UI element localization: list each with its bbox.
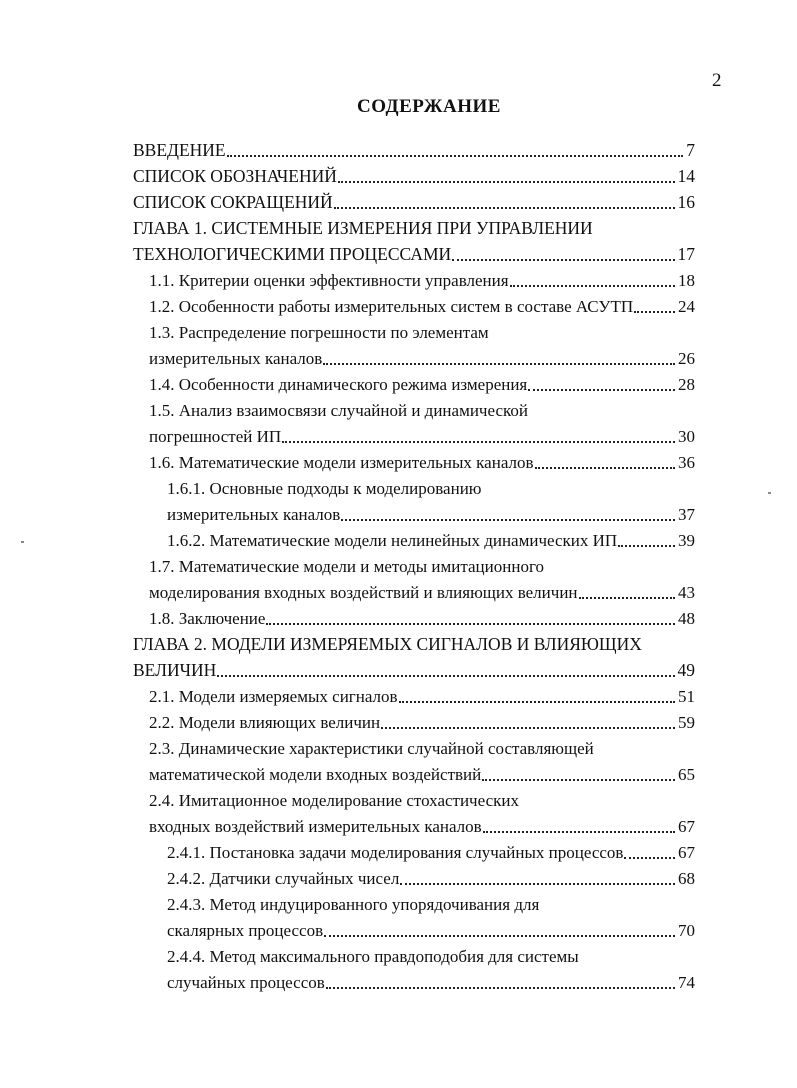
toc-entry-1-5-line-1[interactable] (149, 395, 695, 421)
toc-entry-page: 36 (678, 453, 695, 472)
toc-entry-text: моделирования входных воздействий и влияющих величин (149, 583, 578, 602)
toc-entry-text: 1.6.1. Основные подходы к моделированию (167, 479, 482, 498)
dot-leader (528, 389, 675, 391)
toc-entry-page: 43 (678, 583, 695, 602)
toc-entry-chapter-2-line-2[interactable] (133, 655, 695, 681)
toc-entry-chapter-2-line-1[interactable] (133, 629, 695, 655)
toc-entry-1-7-line-2[interactable] (149, 577, 695, 603)
toc-entry-1-7-line-1[interactable] (149, 551, 695, 577)
dot-leader (381, 727, 675, 729)
toc-entry-page: 17 (677, 244, 695, 264)
toc-entry-notation[interactable] (133, 161, 695, 187)
dot-leader (326, 987, 675, 989)
toc-entry-text: 1.1. Критерии оценки эффективности управления (149, 271, 509, 290)
dot-leader (399, 701, 675, 703)
dot-leader (624, 857, 675, 859)
toc-entry-1-4[interactable] (149, 369, 695, 395)
toc-entry-2-4-line-2[interactable] (149, 811, 695, 837)
toc-entry-1-3-line-1[interactable] (149, 317, 695, 343)
toc-entry-text: 1.6. Математические модели измерительных каналов (149, 453, 534, 472)
dot-leader (579, 597, 675, 599)
dot-leader (634, 311, 675, 313)
dot-leader (452, 259, 674, 261)
toc-entry-page: 70 (678, 921, 695, 940)
toc-entry-chapter-1-line-2[interactable] (133, 239, 695, 265)
scan-speck (21, 541, 24, 543)
toc-entry-1-6-1-line-1[interactable] (167, 473, 695, 499)
dot-leader (338, 181, 675, 183)
scan-speck (768, 492, 771, 494)
toc-entry-2-4-1[interactable] (167, 837, 695, 863)
toc-entry-2-4-4-line-1[interactable] (167, 941, 695, 967)
toc-entry-text: 1.6.2. Математические модели нелинейных динамических ИП (167, 531, 618, 550)
toc-entry-page: 67 (678, 843, 695, 862)
toc-entry-text: 1.5. Анализ взаимосвязи случайной и динамической (149, 401, 528, 420)
toc-entry-1-6[interactable] (149, 447, 695, 473)
toc-entry-text: СПИСОК ОБОЗНАЧЕНИЙ (133, 166, 337, 186)
toc-entry-text: СПИСОК СОКРАЩЕНИЙ (133, 192, 333, 212)
toc-entry-1-5-line-2[interactable] (149, 421, 695, 447)
dot-leader (618, 545, 675, 547)
toc-entry-page: 49 (677, 660, 695, 680)
dot-leader (323, 363, 675, 365)
toc-entry-text: измерительных каналов (149, 349, 323, 368)
dot-leader (341, 519, 675, 521)
dot-leader (217, 675, 674, 677)
toc-entry-text: 1.2. Особенности работы измерительных систем в составе АСУТП (149, 297, 634, 316)
toc-entry-2-3-line-1[interactable] (149, 733, 695, 759)
toc-entry-page: 14 (677, 166, 695, 186)
toc-entry-page: 67 (678, 817, 695, 836)
dot-leader (482, 779, 675, 781)
dot-leader (334, 207, 675, 209)
toc-entry-text: 2.4.3. Метод индуцированного упорядочивания для (167, 895, 540, 914)
toc-entry-text: 2.2. Модели влияющих величин (149, 713, 381, 732)
toc-entry-2-4-4-line-2[interactable] (167, 967, 695, 993)
toc-entry-text: 1.3. Распределение погрешности по элементам (149, 323, 489, 342)
toc-entry-page: 51 (678, 687, 695, 706)
toc-entry-text: скалярных процессов (167, 921, 324, 940)
toc-entry-page: 59 (678, 713, 695, 732)
toc-entry-text: 1.4. Особенности динамического режима измерения (149, 375, 528, 394)
toc-entry-page: 28 (678, 375, 695, 394)
toc-entry-page: 7 (686, 140, 695, 160)
toc-entry-chapter-1-line-1[interactable] (133, 213, 695, 239)
toc-entry-text: 2.1. Модели измеряемых сигналов (149, 687, 398, 706)
toc-entry-text: 1.8. Заключение (149, 609, 266, 628)
toc-entry-text: измерительных каналов (167, 505, 341, 524)
toc-entry-text: 2.4.2. Датчики случайных чисел (167, 869, 400, 888)
toc-entry-text: 2.4.4. Метод максимального правдоподобия для системы (167, 947, 579, 966)
toc-entry-page: 24 (678, 297, 695, 316)
toc-entry-text: ВВЕДЕНИЕ (133, 140, 226, 160)
toc-entry-page: 39 (678, 531, 695, 550)
toc-entry-page: 68 (678, 869, 695, 888)
toc-entry-text: 2.4.1. Постановка задачи моделирования случайных процессов (167, 843, 624, 862)
toc-entry-1-2[interactable] (149, 291, 695, 317)
dot-leader (483, 831, 675, 833)
toc-entry-page: 30 (678, 427, 695, 446)
dot-leader (282, 441, 675, 443)
toc-entry-2-4-2[interactable] (167, 863, 695, 889)
toc-entry-text: ГЛАВА 1. СИСТЕМНЫЕ ИЗМЕРЕНИЯ ПРИ УПРАВЛЕНИИ (133, 218, 593, 238)
toc-entry-2-3-line-2[interactable] (149, 759, 695, 785)
dot-leader (510, 285, 675, 287)
toc-entry-1-6-1-line-2[interactable] (167, 499, 695, 525)
toc-entry-2-4-line-1[interactable] (149, 785, 695, 811)
toc-entry-1-6-2[interactable] (167, 525, 695, 551)
toc-entry-page: 65 (678, 765, 695, 784)
toc-entry-text: математической модели входных воздействий (149, 765, 482, 784)
toc-entry-1-3-line-2[interactable] (149, 343, 695, 369)
toc-entry-text: ГЛАВА 2. МОДЕЛИ ИЗМЕРЯЕМЫХ СИГНАЛОВ И ВЛИЯЮЩИХ (133, 634, 642, 654)
toc-entry-page: 48 (678, 609, 695, 628)
toc-entry-text: ТЕХНОЛОГИЧЕСКИМИ ПРОЦЕССАМИ (133, 244, 452, 264)
dot-leader (324, 935, 675, 937)
toc-title: СОДЕРЖАНИЕ (357, 96, 501, 117)
toc-entry-page: 16 (677, 192, 695, 212)
toc-entry-text: ВЕЛИЧИН (133, 660, 217, 680)
toc-entry-text: случайных процессов (167, 973, 325, 992)
dot-leader (227, 155, 684, 157)
toc-entry-2-2[interactable] (149, 707, 695, 733)
toc-entry-2-4-3-line-1[interactable] (167, 889, 695, 915)
toc-entry-page: 26 (678, 349, 695, 368)
toc-entry-abbreviations[interactable] (133, 187, 695, 213)
toc-entry-text: погрешностей ИП (149, 427, 282, 446)
page-number: 2 (712, 70, 722, 91)
toc-entry-text: входных воздействий измерительных каналов (149, 817, 482, 836)
toc-entry-2-1[interactable] (149, 681, 695, 707)
dot-leader (266, 623, 675, 625)
toc-entry-1-1[interactable] (149, 265, 695, 291)
dot-leader (400, 883, 675, 885)
toc-entry-1-8[interactable] (149, 603, 695, 629)
toc-entry-text: 2.3. Динамические характеристики случайной составляющей (149, 739, 594, 758)
toc-entry-text: 2.4. Имитационное моделирование стохастических (149, 791, 519, 810)
dot-leader (535, 467, 675, 469)
toc-entry-text: 1.7. Математические модели и методы имитационного (149, 557, 544, 576)
toc-entry-page: 37 (678, 505, 695, 524)
toc-entry-introduction[interactable] (133, 135, 695, 161)
toc-entry-page: 18 (678, 271, 695, 290)
toc-entry-page: 74 (678, 973, 695, 992)
toc-entry-2-4-3-line-2[interactable] (167, 915, 695, 941)
